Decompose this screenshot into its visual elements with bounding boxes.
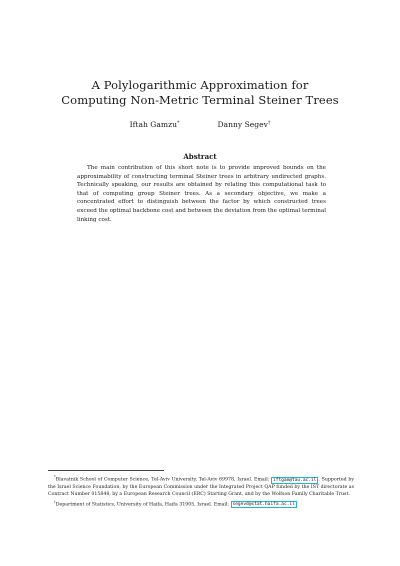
footnote-1-mark: * [54,475,56,479]
footnotes [48,474,354,509]
author-1-name: Iftah Gamzu [129,120,177,129]
footnote-divider [48,470,164,471]
title-line-1: A Polylogarithmic Approximation for [91,78,309,92]
footnote-2-text: Department of Statistics, University of Haifa, Haifa 31905, Israel. Email: [55,502,230,507]
author-1-mark: * [176,120,180,126]
title-line-2: Computing Non-Metric Terminal Steiner Trees [61,93,339,107]
email-link-segev[interactable]: segevd@stat.haifa.ac.il [232,502,295,507]
author-2-mark: † [267,120,271,126]
email-link-gamzu[interactable]: iftgam@tau.ac.il [273,477,317,483]
author-1 [130,118,180,130]
footnote-2 [48,499,354,509]
author-list [0,118,400,130]
author-2-name: Danny Segev [217,120,268,129]
abstract-heading: Abstract [183,152,217,161]
author-2 [217,118,270,130]
abstract-text: The main contribution of this short note is to provide improved bounds on the approximability of constructing terminal Steiner trees in arbitrary undirected graphs. Technically speaking, our results are obtained by relating this computational task to that of computing group Steiner trees. As a secondary objective, we make a concentrated effort to distinguish between the factor by which constructed trees exceed the optimal backbone cost and between the deviation from the optimal terminal linking cost. [77,165,326,223]
paper-title [0,78,400,108]
footnote-1-text-after: . Supported by the Israel Science Foundation, by the European Commission under the Integrated Project QAP funded by the IST directorate as Contract Number 015848, by a European Research Council (ERC) Starting Grant, and by the Wolfson Family Charitable Trust. [48,477,354,497]
footnote-1 [48,474,354,498]
footnote-2-mark: † [54,499,56,504]
footnote-1-text: Blavatnik School of Computer Science, Tel-Aviv University, Tel-Aviv 69978, Israel. Email: [55,477,270,483]
